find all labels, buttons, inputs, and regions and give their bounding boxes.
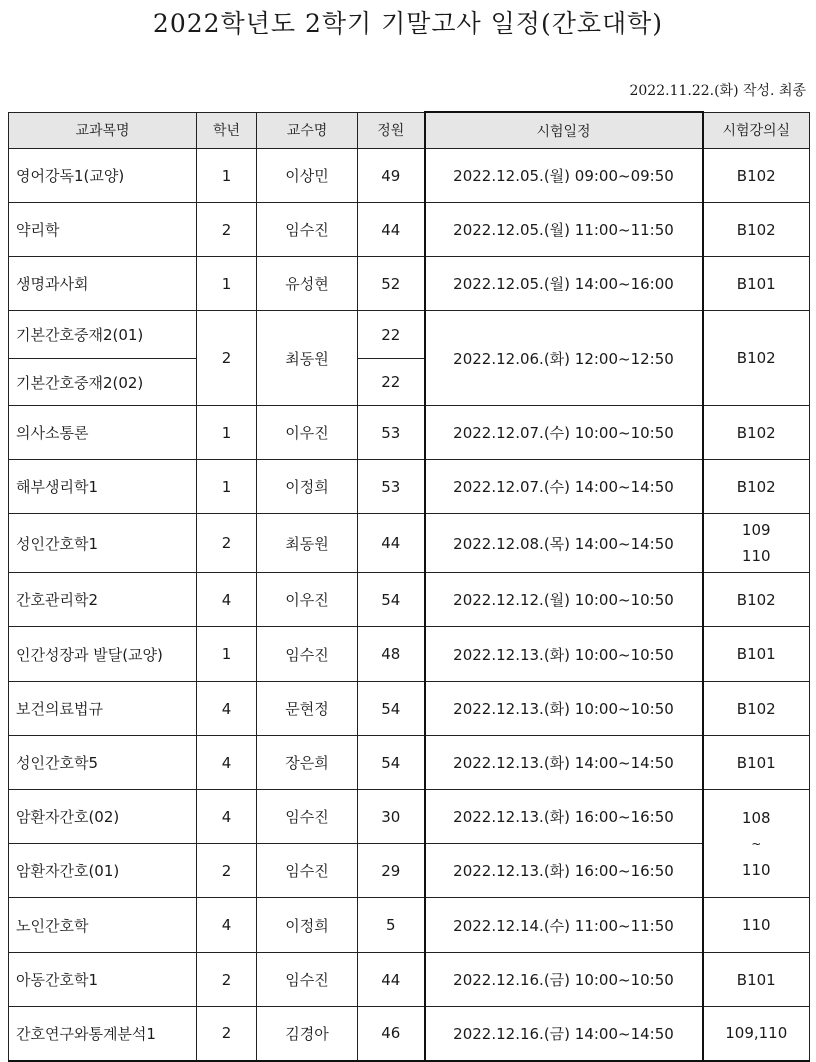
capacity-cell: 53	[358, 460, 425, 514]
professor-cell: 최동원	[257, 514, 358, 573]
subject-cell: 간호관리학2	[9, 573, 197, 627]
professor-cell: 임수진	[257, 627, 358, 682]
capacity-cell: 29	[358, 844, 425, 898]
schedule-cell: 2022.12.07.(수) 10:00~10:50	[425, 406, 703, 460]
professor-cell: 이정희	[257, 460, 358, 514]
room-cell	[703, 790, 810, 898]
table-row	[9, 790, 810, 844]
header-professor: 교수명	[257, 112, 358, 149]
room-line: 110	[741, 860, 771, 879]
table-row	[9, 203, 810, 257]
header-year: 학년	[197, 112, 257, 149]
table-row	[9, 736, 810, 790]
room-line: 109	[741, 521, 771, 539]
year-cell: 1	[197, 460, 257, 514]
subject-cell: 약리학	[9, 203, 197, 257]
table-row	[9, 460, 810, 514]
year-cell: 4	[197, 790, 257, 844]
capacity-cell: 54	[358, 573, 425, 627]
subject-cell: 성인간호학5	[9, 736, 197, 790]
header-capacity: 정원	[358, 112, 425, 149]
room-cell: B101	[703, 627, 810, 682]
room-cell	[703, 514, 810, 573]
table-row	[9, 514, 810, 573]
schedule-cell: 2022.12.16.(금) 14:00~14:50	[425, 1007, 703, 1061]
year-cell: 2	[197, 514, 257, 573]
capacity-cell: 54	[358, 682, 425, 736]
subject-cell: 노인간호학	[9, 898, 197, 953]
capacity-cell: 48	[358, 627, 425, 682]
room-cell: B101	[703, 257, 810, 311]
year-cell: 2	[197, 953, 257, 1007]
table-row	[9, 682, 810, 736]
table-row	[9, 627, 810, 682]
capacity-cell: 54	[358, 736, 425, 790]
table-row	[9, 406, 810, 460]
capacity-cell: 44	[358, 514, 425, 573]
subject-cell: 암환자간호(01)	[9, 844, 197, 898]
page-title: 2022학년도 2학기 기말고사 일정(간호대학)	[152, 9, 664, 38]
table-row	[9, 257, 810, 311]
year-cell: 2	[197, 203, 257, 257]
year-cell: 1	[197, 257, 257, 311]
professor-cell: 이우진	[257, 406, 358, 460]
schedule-cell: 2022.12.14.(수) 11:00~11:50	[425, 898, 703, 953]
room-cell: B101	[703, 736, 810, 790]
room-range-tilde: ~	[751, 836, 762, 851]
room-line: 108	[741, 808, 771, 827]
year-cell: 4	[197, 573, 257, 627]
room-cell: B102	[703, 682, 810, 736]
subject-cell: 기본간호중재2(01)	[9, 311, 197, 359]
table-row	[9, 573, 810, 627]
professor-cell: 임수진	[257, 953, 358, 1007]
capacity-cell: 53	[358, 406, 425, 460]
exam-schedule-table	[8, 111, 810, 1062]
schedule-cell: 2022.12.13.(화) 10:00~10:50	[425, 682, 703, 736]
year-cell: 4	[197, 682, 257, 736]
capacity-cell: 49	[358, 149, 425, 203]
professor-cell: 김경아	[257, 1007, 358, 1061]
table-row	[9, 898, 810, 953]
subject-cell: 간호연구와통계분석1	[9, 1007, 197, 1061]
header-subject: 교과목명	[9, 112, 197, 149]
date-note: 2022.11.22.(화) 작성. 최종	[629, 83, 806, 99]
room-cell: B102	[703, 460, 810, 514]
year-cell: 2	[197, 1007, 257, 1061]
capacity-cell: 22	[358, 359, 425, 406]
room-cell: B101	[703, 953, 810, 1007]
room-cell: B102	[703, 573, 810, 627]
subject-cell: 인간성장과 발달(교양)	[9, 627, 197, 682]
room-cell: 109,110	[703, 1007, 810, 1061]
subject-cell: 생명과사회	[9, 257, 197, 311]
subject-cell: 아동간호학1	[9, 953, 197, 1007]
professor-cell: 최동원	[257, 311, 358, 406]
year-cell: 2	[197, 844, 257, 898]
subject-cell: 보건의료법규	[9, 682, 197, 736]
capacity-cell: 5	[358, 898, 425, 953]
table-row	[9, 149, 810, 203]
schedule-cell: 2022.12.13.(화) 16:00~16:50	[425, 844, 703, 898]
professor-cell: 이상민	[257, 149, 358, 203]
table-row	[9, 844, 810, 898]
year-cell: 2	[197, 311, 257, 406]
year-cell: 4	[197, 898, 257, 953]
professor-cell: 장은희	[257, 736, 358, 790]
subject-cell: 기본간호중재2(02)	[9, 359, 197, 406]
room-cell: B102	[703, 203, 810, 257]
capacity-cell: 30	[358, 790, 425, 844]
professor-cell: 이우진	[257, 573, 358, 627]
year-cell: 1	[197, 149, 257, 203]
schedule-cell: 2022.12.05.(월) 14:00~16:00	[425, 257, 703, 311]
room-cell: B102	[703, 311, 810, 406]
capacity-cell: 44	[358, 953, 425, 1007]
professor-cell: 임수진	[257, 203, 358, 257]
subject-cell: 영어강독1(교양)	[9, 149, 197, 203]
capacity-cell: 22	[358, 311, 425, 359]
schedule-cell: 2022.12.13.(화) 16:00~16:50	[425, 790, 703, 844]
table-row	[9, 953, 810, 1007]
subject-cell: 성인간호학1	[9, 514, 197, 573]
year-cell: 1	[197, 627, 257, 682]
professor-cell: 유성현	[257, 257, 358, 311]
professor-cell: 문현정	[257, 682, 358, 736]
table-row	[9, 1007, 810, 1061]
room-cell: B102	[703, 406, 810, 460]
professor-cell: 이정희	[257, 898, 358, 953]
capacity-cell: 44	[358, 203, 425, 257]
year-cell: 1	[197, 406, 257, 460]
schedule-cell: 2022.12.05.(월) 09:00~09:50	[425, 149, 703, 203]
schedule-cell: 2022.12.16.(금) 10:00~10:50	[425, 953, 703, 1007]
schedule-cell: 2022.12.07.(수) 14:00~14:50	[425, 460, 703, 514]
schedule-cell: 2022.12.08.(목) 14:00~14:50	[425, 514, 703, 573]
capacity-cell: 46	[358, 1007, 425, 1061]
room-cell: B102	[703, 149, 810, 203]
table-header-row	[9, 112, 810, 149]
schedule-cell: 2022.12.12.(월) 10:00~10:50	[425, 573, 703, 627]
subject-cell: 암환자간호(02)	[9, 790, 197, 844]
header-room: 시험강의실	[703, 112, 810, 149]
schedule-cell: 2022.12.06.(화) 12:00~12:50	[425, 311, 703, 406]
professor-cell: 임수진	[257, 844, 358, 898]
capacity-cell: 52	[358, 257, 425, 311]
schedule-cell: 2022.12.05.(월) 11:00~11:50	[425, 203, 703, 257]
subject-cell: 의사소통론	[9, 406, 197, 460]
subject-cell: 해부생리학1	[9, 460, 197, 514]
room-line: 110	[741, 547, 771, 565]
professor-cell: 임수진	[257, 790, 358, 844]
table-row	[9, 311, 810, 359]
year-cell: 4	[197, 736, 257, 790]
header-schedule: 시험일정	[425, 112, 703, 149]
room-cell: 110	[703, 898, 810, 953]
schedule-cell: 2022.12.13.(화) 14:00~14:50	[425, 736, 703, 790]
schedule-cell: 2022.12.13.(화) 10:00~10:50	[425, 627, 703, 682]
